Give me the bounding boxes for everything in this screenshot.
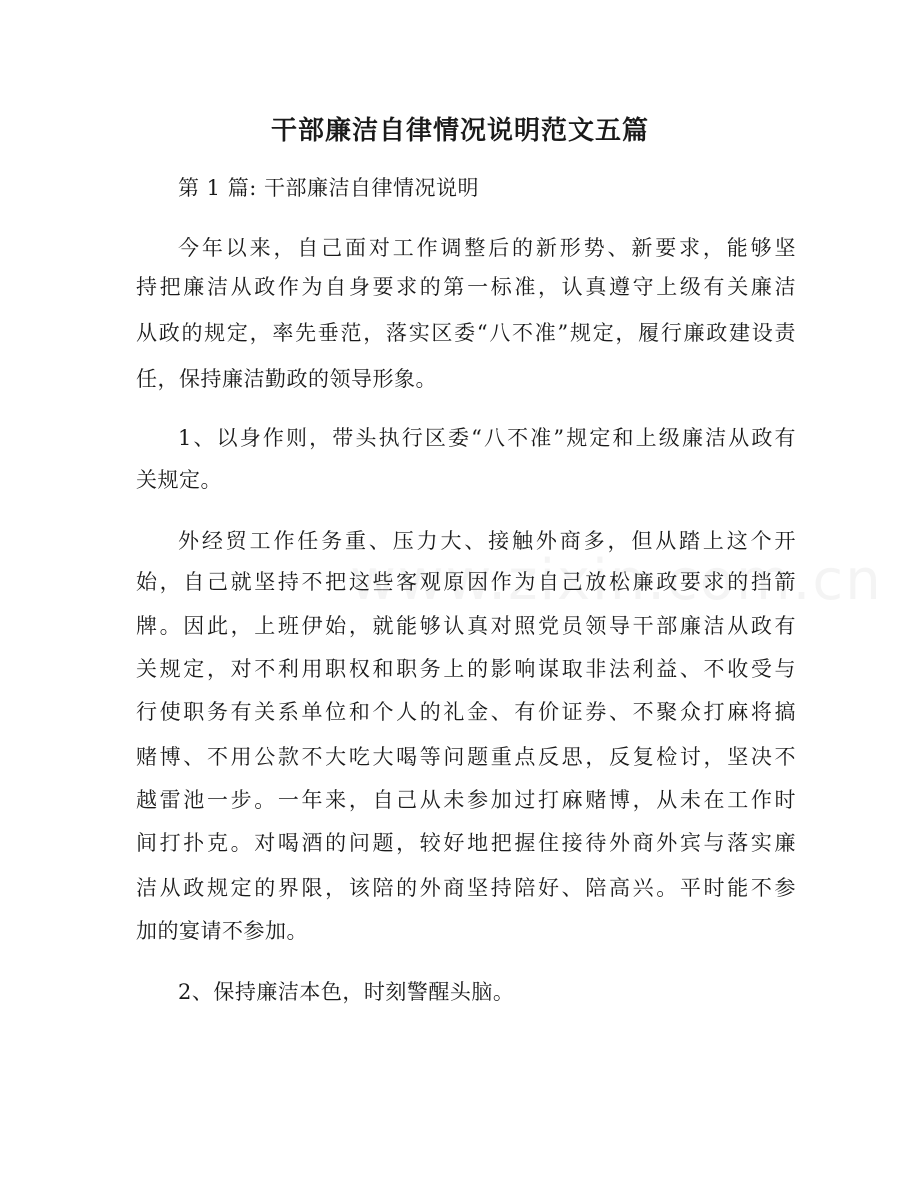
paragraph-line: 任，保持廉洁勤政的领导形象。 <box>136 367 437 391</box>
paragraph-line: 赌博、不用公款不大吃大喝等问题重点反思，反复检讨，坚决不 <box>136 745 796 769</box>
paragraph-line: 持把廉洁从政作为自身要求的第一标准，认真遵守上级有关廉洁 <box>136 275 796 299</box>
paragraph-line: 今年以来，自己面对工作调整后的新形势、新要求，能够坚 <box>178 236 796 260</box>
paragraph-line: 越雷池一步。一年来，自己从未参加过打麻赌博，从未在工作时 <box>136 788 796 812</box>
paragraph-line: 关规定，对不利用职权和职务上的影响谋取非法利益、不收受与 <box>136 657 796 681</box>
section-heading: 第 1 篇: 干部廉洁自律情况说明 <box>178 176 479 200</box>
paragraph-line: 加的宴请不参加。 <box>136 919 308 943</box>
paragraph-line: 行使职务有关系单位和个人的礼金、有价证券、不聚众打麻将搞 <box>136 700 796 724</box>
paragraph-line: 1、以身作则，带头执行区委“八不准”规定和上级廉洁从政有 <box>178 426 796 450</box>
paragraph-line: 外经贸工作任务重、压力大、接触外商多，但从踏上这个开 <box>178 529 796 553</box>
paragraph-line: 间打扑克。对喝酒的问题，较好地把握住接待外商外宾与落实廉 <box>136 831 796 855</box>
paragraph-line: 牌。因此，上班伊始，就能够认真对照党员领导干部廉洁从政有 <box>136 614 796 638</box>
paragraph-line: 2、保持廉洁本色，时刻警醒头脑。 <box>178 980 515 1004</box>
document-title: 干部廉洁自律情况说明范文五篇 <box>270 116 649 146</box>
paragraph-line: 从政的规定，率先垂范，落实区委“八不准”规定，履行廉政建设责 <box>136 321 796 345</box>
paragraph-line: 关规定。 <box>136 468 222 492</box>
paragraph-line: 始，自己就坚持不把这些客观原因作为自己放松廉政要求的挡箭 <box>136 570 796 594</box>
paragraph-line: 洁从政规定的界限，该陪的外商坚持陪好、陪高兴。平时能不参 <box>136 876 796 900</box>
